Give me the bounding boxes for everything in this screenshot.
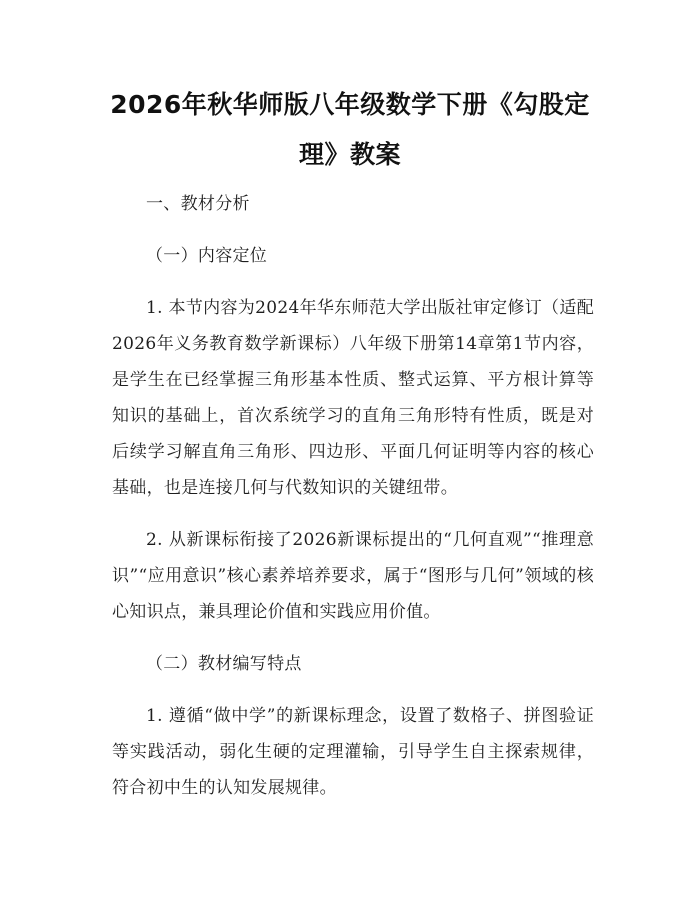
paragraph-textbook-features-1: 1. 遵循“做中学”的新课标理念，设置了数格子、拼图验证等实践活动，弱化生硬的定理灌输，引导学生自主探索规律，符合初中生的认知发展规律。 [112,706,594,798]
paragraph-content-positioning-2: 2. 从新课标衔接了2026新课标提出的“几何直观”“推理意识”“应用意识”核心素养培养要求，属于“图形与几何”领域的核心知识点，兼具理论价值和实践应用价值。 [112,530,594,622]
paragraph-content-positioning-1: 1. 本节内容为2024年华东师范大学出版社审定修订（适配2026年义务教育数学新课标）八年级下册第14章第1节内容，是学生在已经掌握三角形基本性质、整式运算、平方根计算等知识的基础上，首次系统学习的直角三角形特有性质，既是对后续学习解直角三角形、四边形、平面几何证明等内容的核心基础，也是连接几何与代数知识的关键纽带。 [112,298,594,498]
document-body [112,186,594,822]
document-title: 2026年秋华师版八年级数学下册《勾股定理》教案 [110,90,590,169]
subsection-heading-content-positioning: （一）内容定位 [146,246,268,266]
section-heading-textbook-analysis: 一、教材分析 [146,194,250,214]
subsection-heading-textbook-features: （二）教材编写特点 [146,654,302,674]
